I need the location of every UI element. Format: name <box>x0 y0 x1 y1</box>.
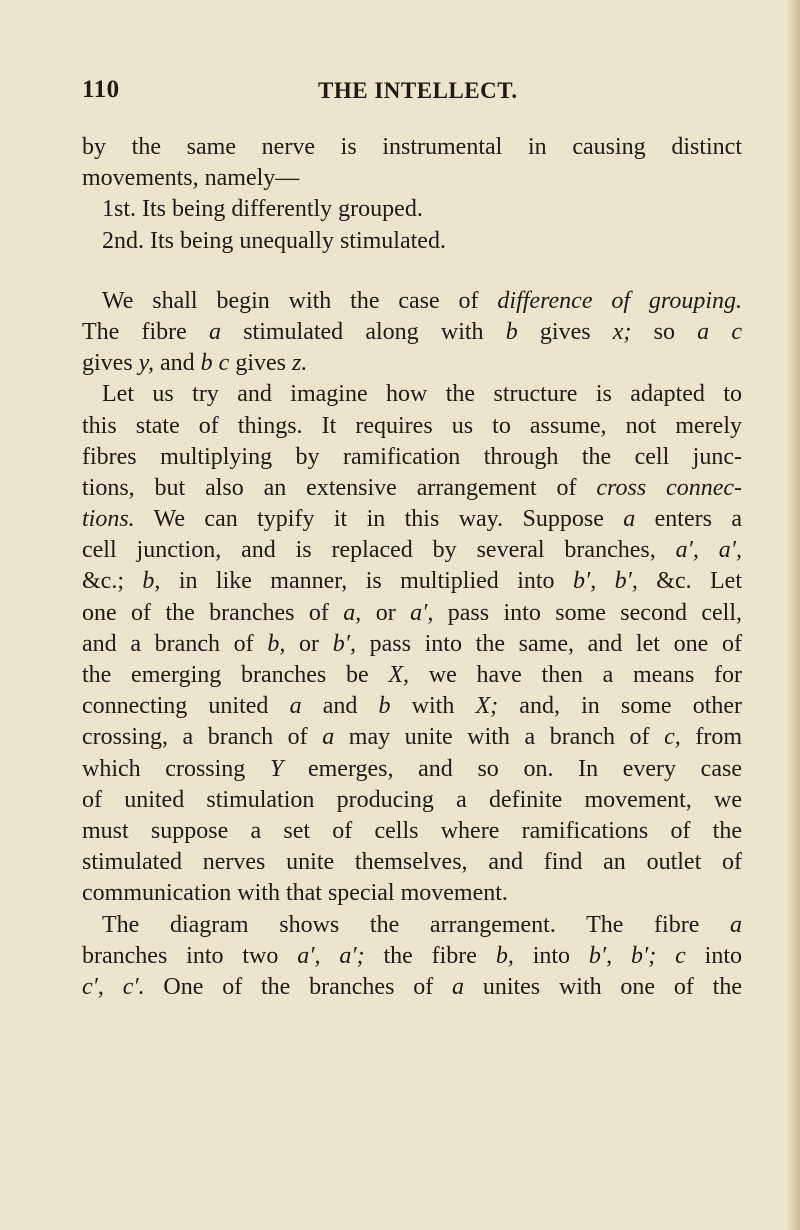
text-line: by the same nerve is instrumental in causing distinct <box>82 134 742 160</box>
text-line: We shall begin with the case of difference of grouping. <box>102 287 742 314</box>
text-line: c′, c′. One of the branches of a unites with one of the <box>82 973 742 1000</box>
text-line: cell junction, and is replaced by several branches, a′, a′, <box>82 537 742 564</box>
text-line: Let us try and imagine how the structure is adapted to <box>102 381 742 408</box>
running-head: THE INTELLECT. <box>318 78 518 103</box>
page-edge-shadow <box>786 0 800 1230</box>
text-line: 2nd. Its being unequally stimulated. <box>102 227 446 254</box>
paragraph-gap <box>82 257 742 286</box>
text-line: which crossing Y emerges, and so on. In every case <box>82 755 742 782</box>
text-line: &c.; b, in like manner, is multiplied into b′, b′, &c. Let <box>82 568 742 595</box>
text-line: 1st. Its being differently grouped. <box>102 196 423 223</box>
text-line: branches into two a′, a′; the fibre b, into b′, b′; c into <box>82 942 742 969</box>
text-line: tions, but also an extensive arrangement of cross connec- <box>82 474 743 501</box>
text-line: tions. We can typify it in this way. Suppose a enters a <box>82 506 742 533</box>
text-line: fibres multiplying by ramification through the cell junc- <box>82 443 742 470</box>
text-line: one of the branches of a, or a′, pass into some second cell, <box>82 599 742 626</box>
text-line: of united stimulation producing a definite movement, we <box>82 786 742 813</box>
text-line: The diagram shows the arrangement. The fibre a <box>102 911 742 938</box>
text-line: stimulated nerves unite themselves, and find an outlet of <box>82 849 742 876</box>
body-text <box>82 132 742 1003</box>
text-line: crossing, a branch of a may unite with a branch of c, from <box>82 724 743 751</box>
text-line: connecting united a and b with X; and, in some other <box>82 693 743 720</box>
book-page <box>82 60 742 1003</box>
text-line: must suppose a set of cells where ramifications of the <box>82 817 742 844</box>
text-line: communication with that special movement. <box>82 880 508 907</box>
text-line: this state of things. It requires us to assume, not merely <box>82 412 742 439</box>
page-header <box>82 60 742 110</box>
page-number: 110 <box>82 76 120 103</box>
text-line: the emerging branches be X, we have then a means for <box>82 662 742 688</box>
text-line: The fibre a stimulated along with b gives x; so a c <box>82 318 742 345</box>
text-line: gives y, and b c gives z. <box>82 350 308 377</box>
text-line: and a branch of b, or b′, pass into the same, and let one of <box>82 630 742 657</box>
text-line: movements, namely— <box>82 165 300 192</box>
